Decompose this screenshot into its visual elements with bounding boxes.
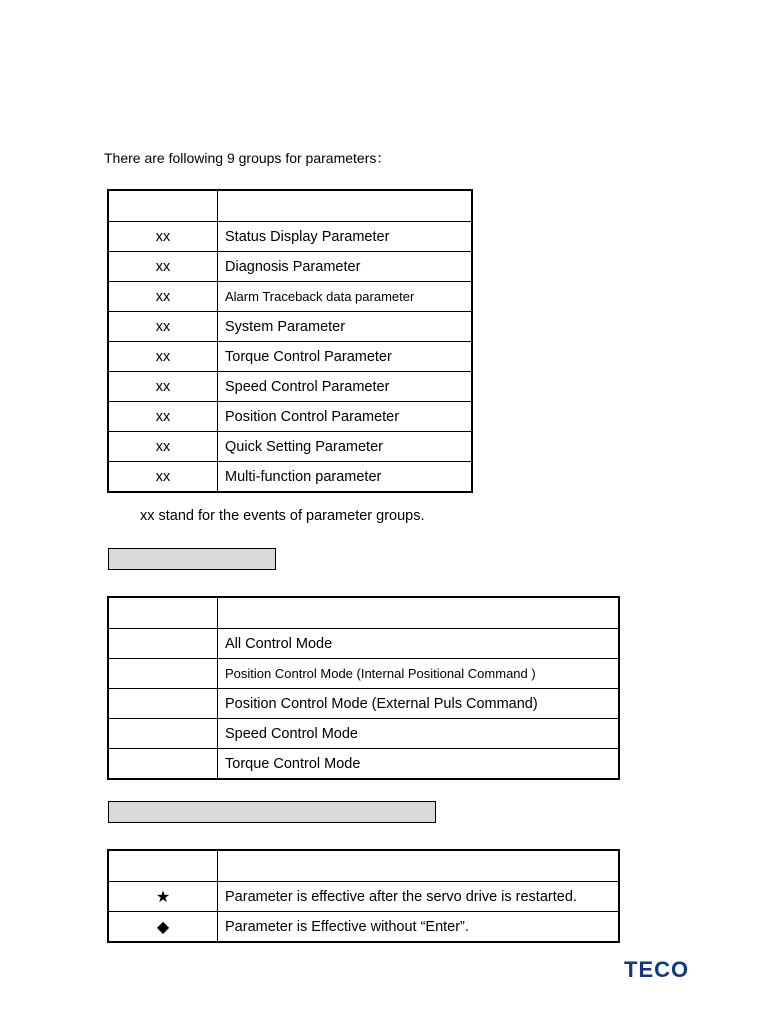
header-cell: [108, 850, 218, 882]
mode-name: Position Control Mode (Internal Positional Command ): [218, 659, 620, 689]
group-code: xx: [108, 462, 218, 493]
table-row: [108, 462, 472, 493]
mode-code: [108, 659, 218, 689]
header-cell: [218, 850, 620, 882]
header-cell: [218, 597, 620, 629]
mode-code: [108, 689, 218, 719]
group-name: Torque Control Parameter: [218, 342, 473, 372]
control-modes-table: [107, 596, 620, 780]
group-name: Quick Setting Parameter: [218, 432, 473, 462]
table-row: [108, 252, 472, 282]
table-row: [108, 629, 619, 659]
group-code: xx: [108, 312, 218, 342]
table-row: [108, 222, 472, 252]
group-name: Multi-function parameter: [218, 462, 473, 493]
group-code: xx: [108, 222, 218, 252]
header-cell: [108, 190, 218, 222]
table-row: [108, 432, 472, 462]
groups-note: xx stand for the events of parameter groups.: [140, 508, 425, 524]
mode-code: [108, 629, 218, 659]
group-name: Position Control Parameter: [218, 402, 473, 432]
table-row: [108, 689, 619, 719]
mode-code: [108, 719, 218, 749]
group-code: xx: [108, 372, 218, 402]
table-row: [108, 719, 619, 749]
intro-text: There are following 9 groups for parameters：: [104, 150, 391, 166]
table-header-row: [108, 190, 472, 222]
mode-name: Torque Control Mode: [218, 749, 620, 780]
table-row: [108, 659, 619, 689]
symbols-table: [107, 849, 620, 943]
group-name: Speed Control Parameter: [218, 372, 473, 402]
symbol-description: Parameter is effective after the servo drive is restarted.: [218, 882, 620, 912]
table-row: [108, 912, 619, 943]
symbol-description: Parameter is Effective without “Enter”.: [218, 912, 620, 943]
group-name: System Parameter: [218, 312, 473, 342]
mode-name: Position Control Mode (External Puls Command): [218, 689, 620, 719]
teco-logo: TECO: [624, 957, 690, 982]
table-row: [108, 372, 472, 402]
table-row: [108, 882, 619, 912]
section-heading-bar: [108, 548, 276, 570]
parameter-groups-table: [107, 189, 473, 493]
group-code: xx: [108, 432, 218, 462]
mode-code: [108, 749, 218, 780]
table-row: [108, 749, 619, 780]
mode-name: Speed Control Mode: [218, 719, 620, 749]
group-name: Diagnosis Parameter: [218, 252, 473, 282]
diamond-icon: ◆: [108, 912, 218, 943]
group-code: xx: [108, 252, 218, 282]
group-code: xx: [108, 402, 218, 432]
group-name: Alarm Traceback data parameter: [218, 282, 473, 312]
group-code: xx: [108, 342, 218, 372]
star-icon: ★: [108, 882, 218, 912]
table-row: [108, 402, 472, 432]
table-row: [108, 342, 472, 372]
table-row: [108, 312, 472, 342]
header-cell: [108, 597, 218, 629]
table-header-row: [108, 597, 619, 629]
group-code: xx: [108, 282, 218, 312]
header-cell: [218, 190, 473, 222]
mode-name: All Control Mode: [218, 629, 620, 659]
table-header-row: [108, 850, 619, 882]
section-heading-bar: [108, 801, 436, 823]
group-name: Status Display Parameter: [218, 222, 473, 252]
table-row: [108, 282, 472, 312]
